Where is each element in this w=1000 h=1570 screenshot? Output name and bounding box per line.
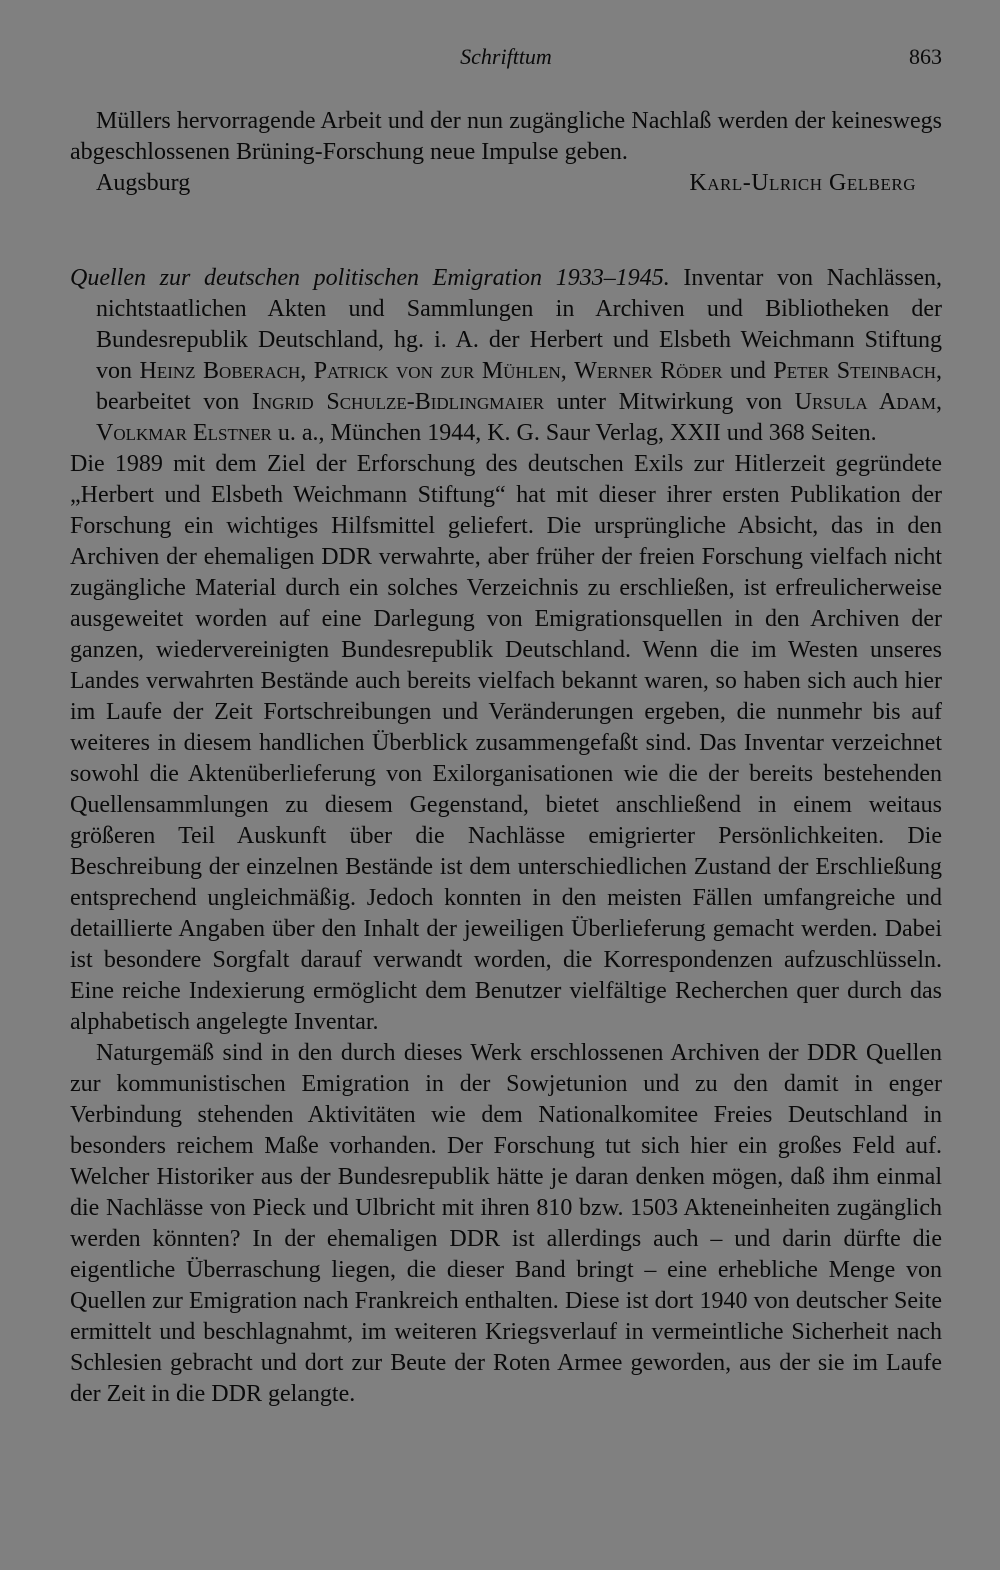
biblio-text: , bearbeitet von	[96, 358, 943, 415]
running-title: Schrifttum	[460, 44, 552, 69]
editor-name: Heinz Boberach	[139, 358, 301, 384]
biblio-text: und	[729, 358, 766, 384]
page-number: 863	[909, 44, 942, 69]
editor-name: Patrick von zur Mühlen	[313, 358, 561, 384]
editor-name: Peter Steinbach	[773, 358, 937, 384]
book-title: Quellen zur deutschen politischen Emigration 1933–1945.	[70, 265, 670, 291]
editor-name: Ursula Adam	[794, 389, 936, 415]
editor-name: Volkmar Elstner	[96, 420, 272, 446]
review-paragraph: Naturgemäß sind in den durch dieses Werk erschlossenen Archiven der DDR Quellen zur kommunistischen Emigration in der Sowjetunion und zu den damit in enger Verbindung stehenden Aktivitäten wie dem Nationalkomitee Freies Deutschland in besonders reichem Maße vorhanden. Der Forschung tut sich hier ein großes Feld auf. Welcher Historiker aus der Bundesrepublik hätte je daran denken mögen, daß ihm einmal die Nachlässe von Pieck und Ulbricht mit ihren 810 bzw. 1503 Akteneinheiten zugänglich werden könnten? In der ehemaligen DDR ist allerdings auch – und darin dürfte die eigentliche Überraschung liegen, die dieser Band bringt – eine erhebliche Menge von Quellen zur Emigration nach Frankreich enthalten. Diese ist dort 1940 von deutscher Seite ermittelt und beschlagnahmt, im weiteren Kriegsverlauf in vermeintliche Sicherheit nach Schlesien gebracht und dort zur Beute der Roten Armee geworden, aus der sie im Laufe der Zeit in die DDR gelangte.	[70, 1040, 942, 1407]
review-paragraph: Die 1989 mit dem Ziel der Erforschung des deutschen Exils zur Hitlerzeit gegründete „Herbert und Elsbeth Weichmann Stiftung“ hat mit dieser ihrer ersten Publikation der Forschung ein wichtiges Hilfsmittel geliefert. Die ursprüngliche Absicht, das in den Archiven der ehemaligen DDR verwahrte, aber früher der freien Forschung vielfach nicht zugängliche Material durch ein solches Verzeichnis zu erschließen, ist erfreulicherweise ausgeweitet worden auf eine Darlegung von Emigrationsquellen in den Archiven der ganzen, wiedervereinigten Bundesrepublik Deutschland. Wenn die im Westen unseres Landes verwahrten Bestände auch bereits vielfach bekannt waren, so haben sich auch hier im Laufe der Zeit Fortschreibungen und Veränderungen ergeben, die nunmehr bis auf weiteres in diesem handlichen Überblick zusammengefaßt sind. Das Inventar verzeichnet sowohl die Aktenüberlieferung von Exilorganisationen wie die der bereits bestehenden Quellensammlungen zu diesem Gegenstand, bietet anschließend in einem weitaus größeren Teil Auskunft über die Nachlässe emigrierter Persönlichkeiten. Die Beschreibung der einzelnen Bestände ist dem unterschiedlichen Zustand der Erschließung entsprechend ungleichmäßig. Jedoch konnten in den meisten Fällen umfangreiche und detaillierte Angaben über den Inhalt der jeweiligen Überlieferung gemacht werden. Dabei ist besondere Sorgfalt darauf verwandt worden, die Korrespondenzen aufzuschlüsseln. Eine reiche Indexierung ermöglicht dem Benutzer vielfältige Recherchen quer durch das alphabetisch angelegte Inventar.	[70, 451, 942, 1035]
review-signature	[70, 168, 942, 199]
page-header	[70, 40, 942, 74]
closing-paragraph: Müllers hervorragende Arbeit und der nun zugängliche Nachlaß werden der keineswegs abgeschlossenen Brüning-Forschung neue Impulse geben.	[70, 108, 942, 165]
biblio-text: Inventar von Nachlässen, nichtstaatlichen Akten und Sammlungen in Archiven und Bibliotheken der Bundesrepublik Deutschland, hg. i. A. der Herbert und Elsbeth Weichmann Stiftung von	[96, 265, 942, 384]
biblio-text: u. a., München 1944, K. G. Saur Verlag, XXII und 368 Seiten.	[277, 420, 877, 446]
biblio-text: unter Mitwirkung von	[556, 389, 782, 415]
editor-name: Ingrid Schulze-Bidlingmaier	[251, 389, 545, 415]
signature-reviewer: Karl-Ulrich Gelberg	[689, 170, 916, 196]
bibliographic-entry: Quellen zur deutschen politischen Emigration 1933–1945. Inventar von Nachlässen, nichtstaatlichen Akten und Sammlungen in Archiven und Bibliotheken der Bundesrepublik Deutschland, hg. i. A. der Herbert und Elsbeth Weichmann Stiftung von Heinz Boberach, Patrick von zur Mühlen, Werner Röder und Peter Steinbach, bearbeitet von Ingrid Schulze-Bidlingmaier unter Mitwirkung von Ursula Adam, Volkmar Elstner u. a., München 1944, K. G. Saur Verlag, XXII und 368 Seiten.	[70, 265, 943, 446]
editor-name: Werner Röder	[574, 358, 723, 384]
previous-review-ending	[70, 106, 942, 199]
review-section	[70, 263, 942, 1410]
signature-place: Augsburg	[96, 170, 191, 196]
